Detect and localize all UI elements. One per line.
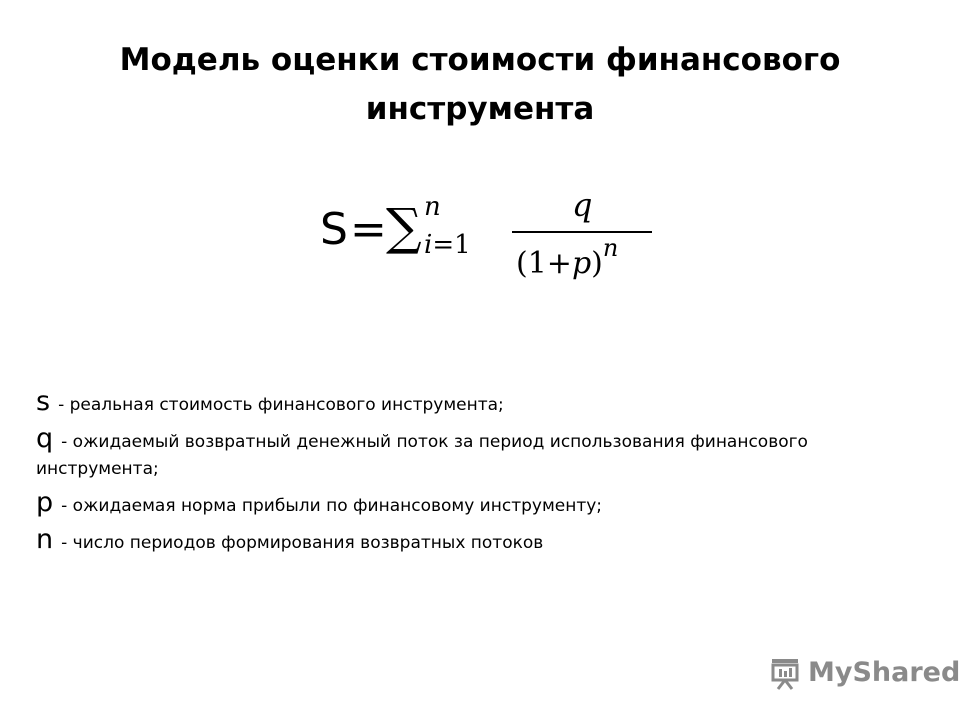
slide-title: Модель оценки стоимости финансового инструмента [119,42,841,127]
definition-item [36,489,936,520]
definition-symbol: q [36,423,54,454]
definition-item [36,388,936,419]
definition-symbol: s [36,386,51,417]
denominator-exponent: n [602,234,619,262]
denominator-var: p [571,246,592,281]
definition-symbol: p [36,487,54,518]
projector-icon [768,657,802,691]
denominator-base: (1+ [516,246,572,281]
definition-item [36,425,936,483]
definition-text: - число периодов формирования возвратных потоков [61,533,544,553]
definition-item [36,526,936,557]
definition-symbol: n [36,524,54,555]
watermark-text: MyShared [808,657,960,688]
fraction-denominator [516,234,619,281]
sum-start: =1 [432,230,471,260]
valuation-formula [320,186,680,300]
definitions-list [36,388,936,563]
sum-lower-limit [424,230,471,260]
denominator-close: ) [591,246,603,281]
sum-upper-limit: n [424,192,441,222]
fraction-bar [512,231,652,233]
definition-text: - ожидаемая норма прибыли по финансовому инструменту; [61,496,603,516]
definition-text: - реальная стоимость финансового инструмента; [58,395,504,415]
formula-lhs: S [320,204,348,255]
fraction-numerator: q [572,186,593,224]
sum-index: i [424,230,433,260]
summation-sign: ∑ [386,198,422,256]
formula-equals: = [350,204,387,255]
definition-text: - ожидаемый возвратный денежный поток за период использования финансового инструмента; [36,432,808,479]
myshared-watermark[interactable] [768,656,960,692]
